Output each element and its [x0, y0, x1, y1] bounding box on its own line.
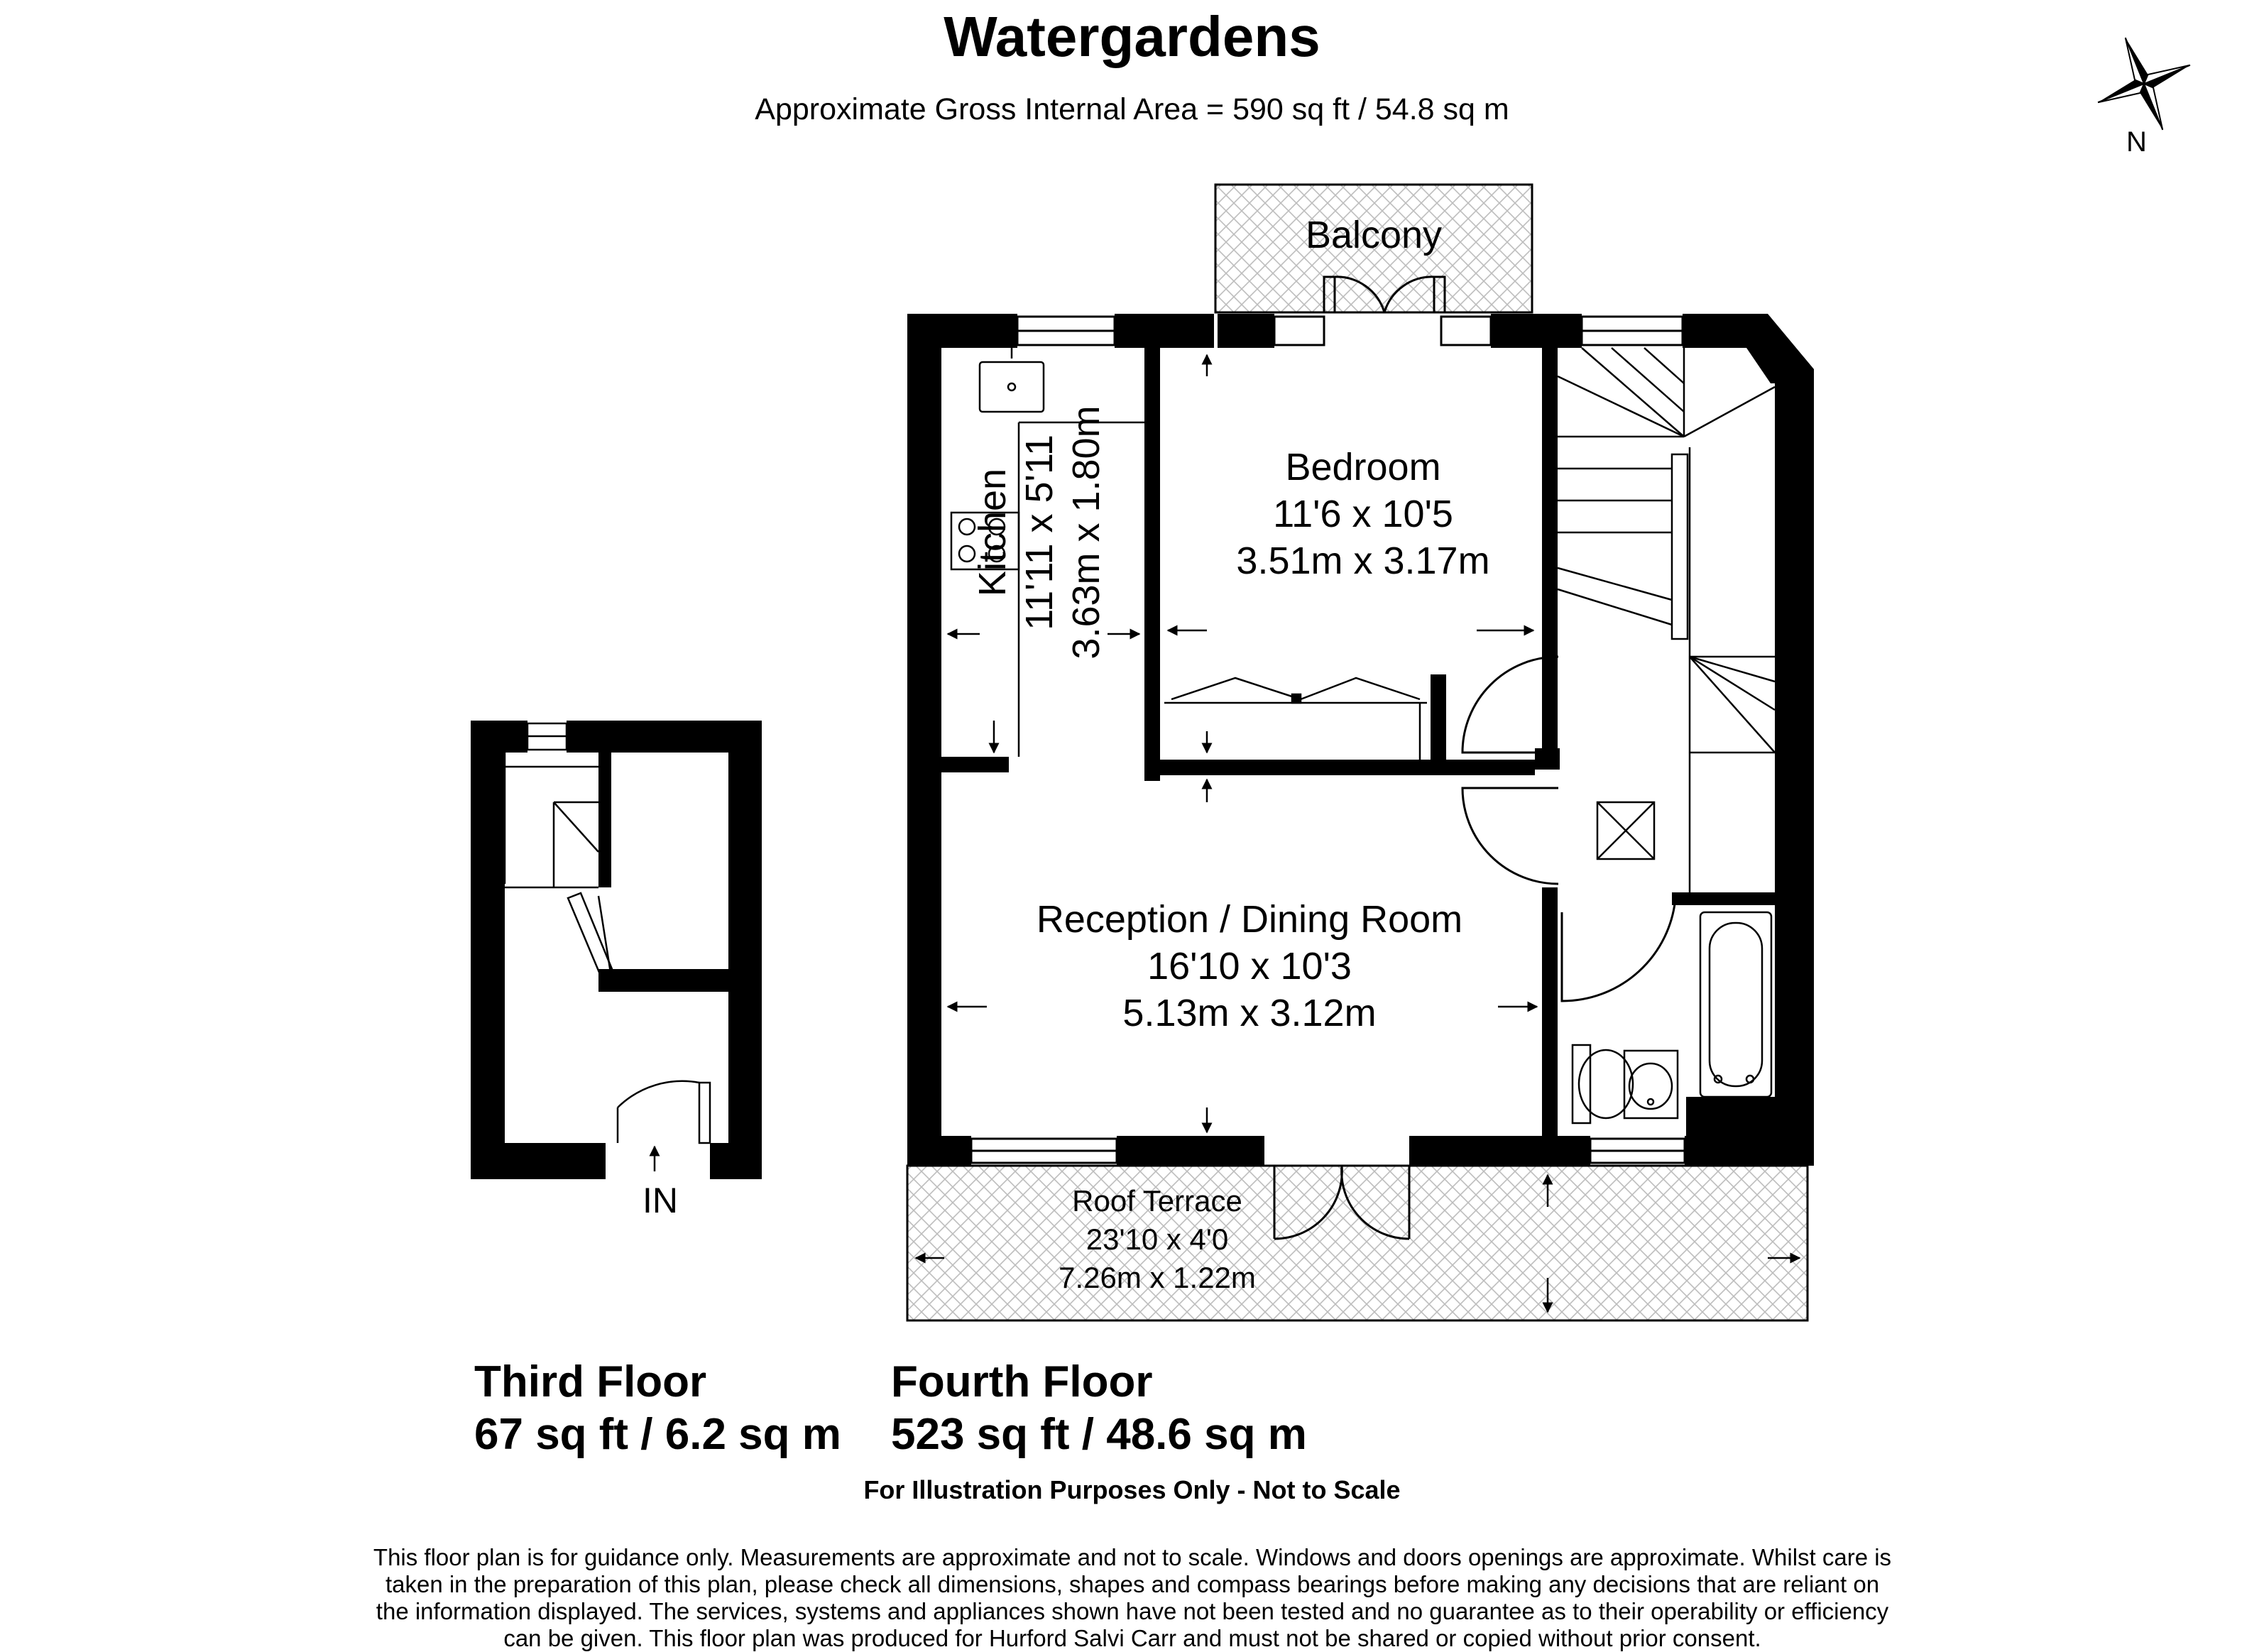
illustration-note: For Illustration Purposes Only - Not to Scale — [863, 1475, 1401, 1504]
terrace-imperial: 23'10 x 4'0 — [1085, 1222, 1229, 1256]
plan-title: Watergardens — [944, 5, 1320, 68]
reception-metric: 5.13m x 3.12m — [1122, 992, 1377, 1034]
fourth-floor-name: Fourth Floor — [891, 1357, 1153, 1406]
fourth-floor-caption — [891, 1356, 1307, 1461]
kitchen-metric: 3.63m x 1.80m — [1065, 405, 1108, 660]
compass-north-label: N — [2126, 126, 2147, 158]
loft-hatch — [1597, 802, 1654, 859]
bedroom-imperial: 11'6 x 10'5 — [1273, 493, 1453, 535]
fourth-floor-area: 523 sq ft / 48.6 sq m — [891, 1410, 1307, 1459]
gross-area-subtitle: Approximate Gross Internal Area = 590 sq ft / 54.8 sq m — [755, 92, 1509, 126]
disclaimer-text: This floor plan is for guidance only. Measurements are approximate and not to scale. Windows and doors openings are approximate. Whilst care is taken in the preparation of this plan, please check all dimensions, shapes and compass bearings before making any decisions that are reliant on the information displayed. The services, systems and appliances shown have not been tested and no guarantee as to their operability or efficiency can be given. This floor plan was produced for Hurford Salvi Carr and must not be shared or copied without prior consent. — [373, 1544, 1892, 1651]
entrance-label: IN — [642, 1181, 678, 1220]
staircase — [1558, 348, 1775, 892]
third-floor-walls — [471, 721, 762, 1179]
kitchen-label — [969, 355, 1111, 710]
terrace-label — [980, 1182, 1335, 1297]
third-floor-area: 67 sq ft / 6.2 sq m — [474, 1410, 841, 1459]
third-floor-caption — [474, 1356, 841, 1461]
kitchen-name: Kitchen — [971, 468, 1014, 597]
wardrobe — [1164, 678, 1427, 760]
bedroom-name: Bedroom — [1285, 446, 1441, 488]
reception-name: Reception / Dining Room — [1036, 898, 1463, 941]
balcony-label: Balcony — [1305, 214, 1443, 256]
bedroom-metric: 3.51m x 3.17m — [1236, 540, 1490, 582]
bedroom-label — [1193, 444, 1533, 584]
third-floor-name: Third Floor — [474, 1357, 707, 1406]
terrace-metric: 7.26m x 1.22m — [1059, 1261, 1256, 1294]
reception-imperial: 16'10 x 10'3 — [1147, 945, 1352, 988]
reception-label — [980, 896, 1519, 1036]
kitchen-imperial: 11'11 x 5'11 — [1018, 434, 1061, 630]
terrace-name: Roof Terrace — [1072, 1184, 1242, 1218]
bathroom-fittings — [1573, 912, 1771, 1123]
